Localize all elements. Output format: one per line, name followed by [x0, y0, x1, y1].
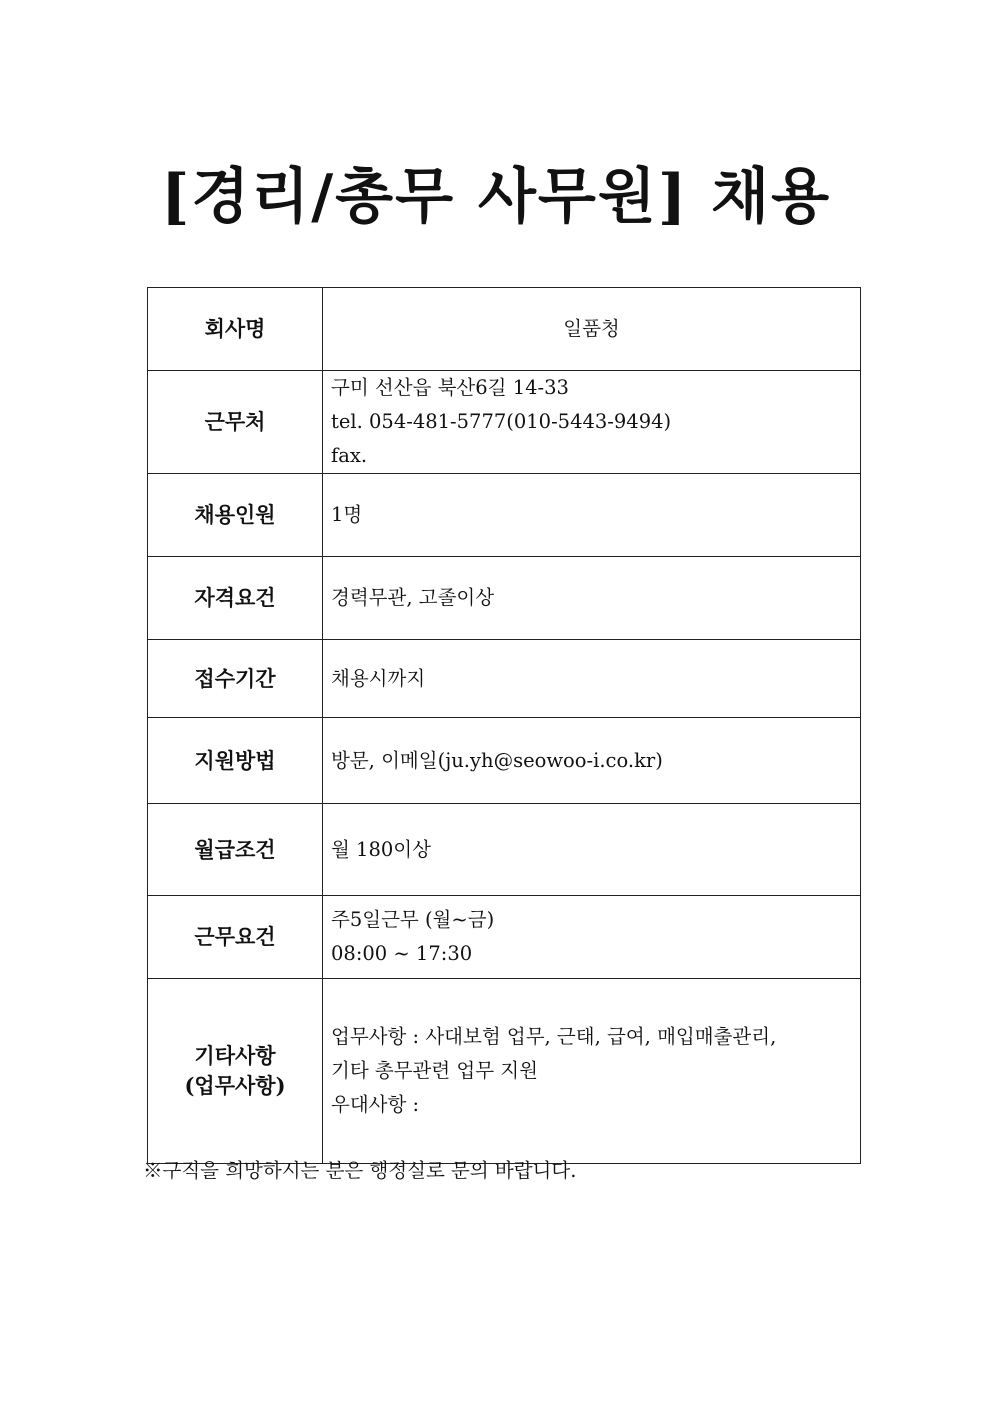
label-text: 월급조건	[194, 836, 276, 862]
label-other-details	[148, 979, 323, 1164]
label-workplace	[148, 371, 323, 474]
label-text: 기타사항	[194, 1043, 276, 1068]
label-company-name	[148, 288, 323, 371]
value-workplace	[323, 371, 861, 474]
value-headcount	[323, 474, 861, 557]
table-row-salary	[148, 804, 861, 896]
footer-note: ※구직을 희망하시는 분은 행정실로 문의 바랍니다.	[143, 1159, 577, 1182]
value-text: 일품청	[563, 317, 620, 340]
label-working-conditions	[148, 896, 323, 979]
table-row-working-conditions	[148, 896, 861, 979]
label-salary	[148, 804, 323, 896]
label-text: 회사명	[204, 316, 266, 341]
label-text: 근무처	[204, 409, 266, 434]
label-qualifications	[148, 557, 323, 640]
table-row-workplace	[148, 371, 861, 474]
value-qualifications	[323, 557, 861, 640]
value-other-details	[323, 979, 861, 1164]
label-application-period	[148, 640, 323, 718]
page-title: [경리/총무 사무원] 채용	[160, 162, 832, 232]
label-application-method	[148, 718, 323, 804]
label-text: 채용인원	[194, 502, 276, 527]
value-application-period	[323, 640, 861, 718]
duties-text: 업무사항 : 사대보험 업무, 근태, 급여, 매입매출관리,	[331, 1025, 777, 1048]
fax-text: fax.	[331, 444, 368, 467]
recruitment-info-table	[147, 287, 861, 1164]
value-text: 채용시까지	[331, 666, 426, 690]
work-hours-text: 08:00 ~ 17:30	[331, 942, 473, 965]
workdays-text: 주5일근무 (월~금)	[331, 908, 495, 931]
value-salary	[323, 804, 861, 896]
table-row-application-method	[148, 718, 861, 804]
table-row-company	[148, 288, 861, 371]
value-text: 경력무관, 고졸이상	[331, 586, 495, 609]
value-working-conditions	[323, 896, 861, 979]
label-text: 지원방법	[194, 747, 276, 773]
table-row-application-period	[148, 640, 861, 718]
label-text: 자격요건	[194, 585, 276, 610]
label-headcount	[148, 474, 323, 557]
value-text: 1명	[331, 503, 363, 526]
duties-text-continued: 기타 총무관련 업무 지원	[331, 1059, 538, 1082]
label-subtext: (업무사항)	[184, 1073, 286, 1098]
label-text: 근무요건	[194, 924, 276, 949]
value-text: 월 180이상	[331, 837, 431, 861]
value-text: 방문, 이메일(ju.yh@seowoo-i.co.kr)	[331, 748, 663, 772]
table-row-other-details	[148, 979, 861, 1164]
address-text: 구미 선산읍 북산6길 14-33	[331, 376, 569, 399]
table-row-qualifications	[148, 557, 861, 640]
value-application-method	[323, 718, 861, 804]
table-row-headcount	[148, 474, 861, 557]
label-text: 접수기간	[194, 665, 276, 691]
preferences-text: 우대사항 :	[331, 1093, 420, 1116]
value-company-name	[323, 288, 861, 371]
tel-text: tel. 054-481-5777(010-5443-9494)	[331, 410, 672, 433]
